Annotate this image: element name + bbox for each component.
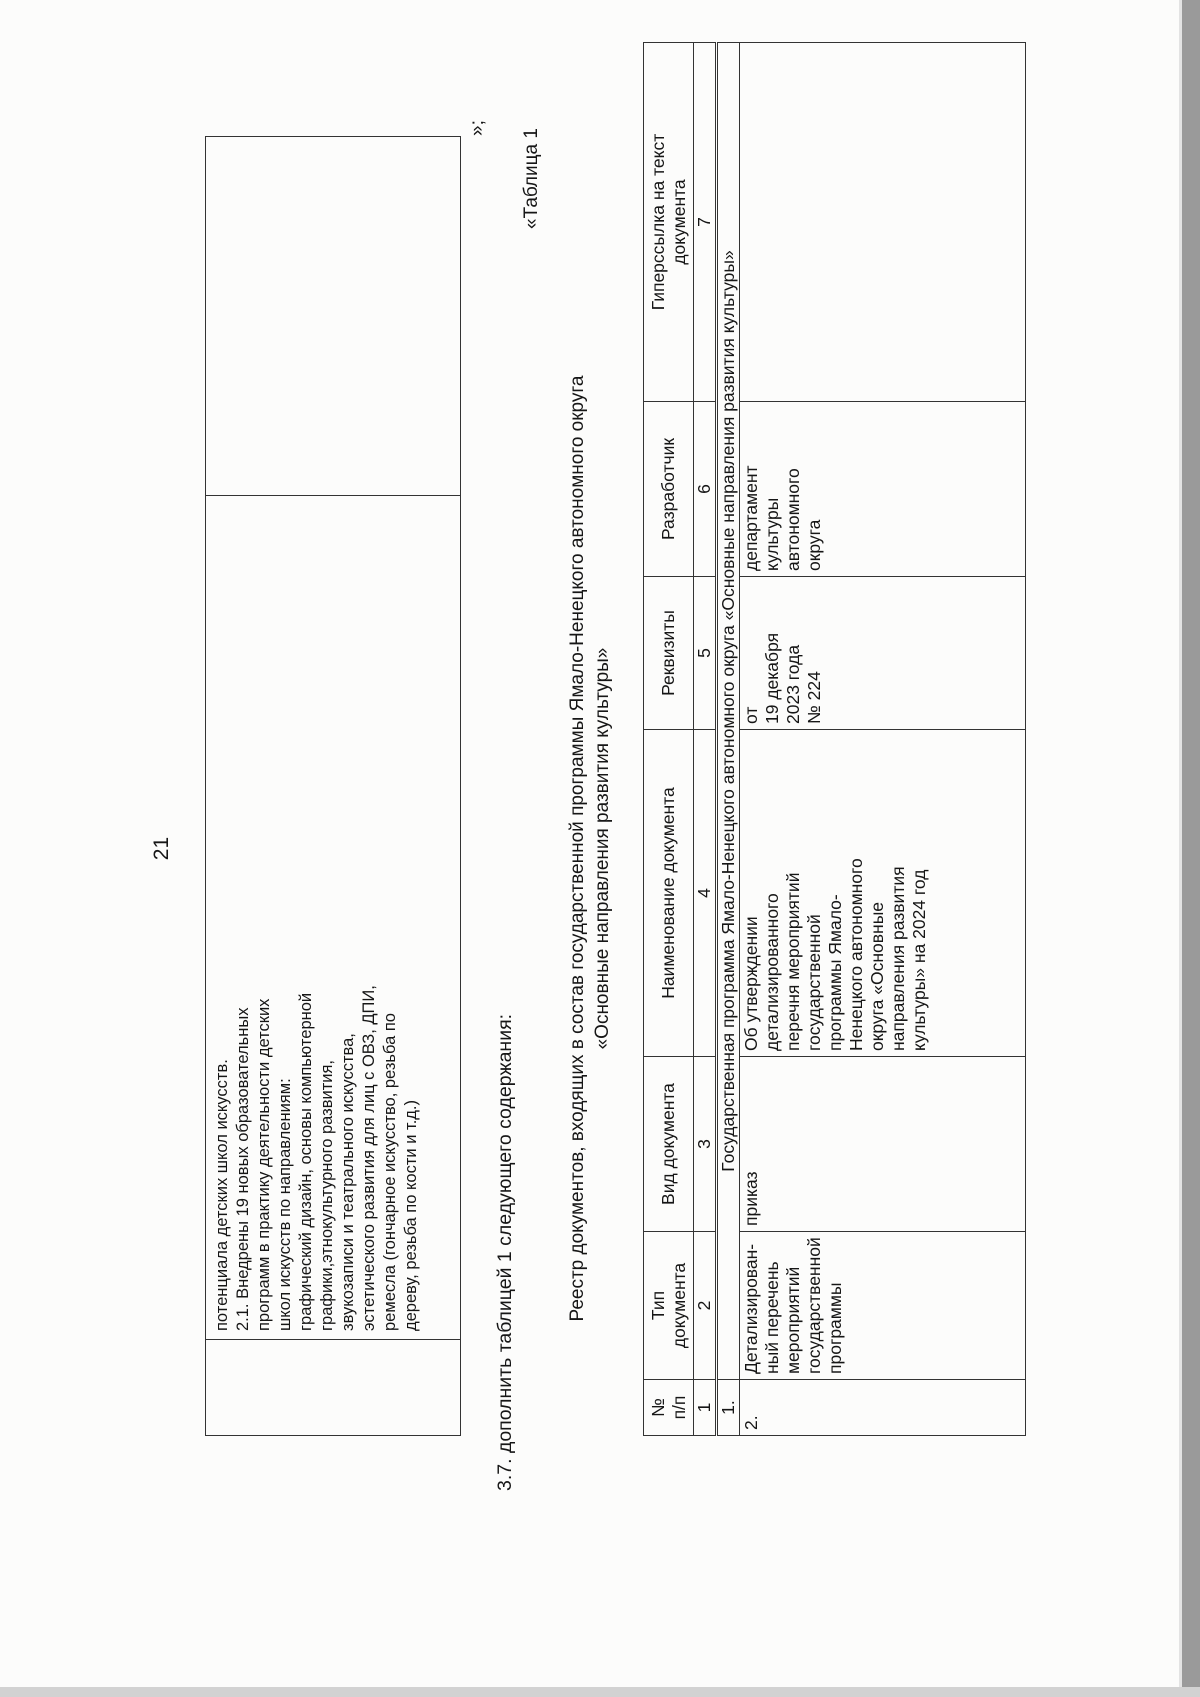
registry-table [643, 42, 1026, 1436]
text-line: школ искусств по направлениям: [276, 1078, 294, 1331]
text-line: программ в практику деятельности детских [255, 998, 273, 1331]
column-number: 6 [694, 402, 717, 577]
text-line: 2.1. Внедрены 19 новых образовательных [234, 1007, 252, 1331]
header-cell: № п/п [644, 1380, 694, 1436]
group-index: 1. [717, 1380, 740, 1436]
column-number: 4 [694, 730, 717, 1057]
details-cell: от 19 декабря 2023 года № 224 [740, 577, 1026, 730]
header-cell: Тип документа [644, 1232, 694, 1380]
doc-name-cell: Об утверждении детализированного перечня мероприятий государственной программы Ямало- Ненецкого автономного округа «Основные направления развития культуры» на 2024 год [740, 730, 1026, 1057]
doc-type-cell: Детализирован- ный перечень мероприятий государственной программы [740, 1232, 1026, 1380]
text-line: дереву, резьба по кости и т.д.) [402, 1099, 420, 1331]
hyperlink-cell [740, 43, 1026, 402]
developer-cell: департамент культуры автономного округа [740, 402, 1026, 577]
header-cell: Наименование документа [644, 730, 694, 1057]
header-cell: Вид документа [644, 1057, 694, 1232]
text-line: ремесла (гончарное искусство, резьба по [381, 1013, 399, 1331]
continuation-cell-text [206, 495, 460, 1339]
page-number: 21 [150, 836, 173, 861]
text-line: потенциала детских школ искусств. [213, 1059, 231, 1331]
group-title: Государственная программа Ямало-Ненецкого автономного округа «Основные направления развития культуры» [717, 43, 740, 1380]
text-line: эстетического развития для лиц с ОВЗ, ДПИ, [360, 985, 378, 1331]
header-cell: Гиперссылка на текст документа [644, 43, 694, 402]
group-row [717, 43, 740, 1436]
column-number: 2 [694, 1232, 717, 1380]
column-number: 3 [694, 1057, 717, 1232]
table-title-line-2: «Основные направления развития культуры» [592, 647, 613, 1050]
column-number: 5 [694, 577, 717, 730]
continuation-cell-empty [206, 137, 460, 495]
continuation-table [205, 136, 461, 1436]
column-number-row [694, 43, 717, 1436]
header-cell: Реквизиты [644, 577, 694, 730]
header-row [644, 43, 694, 1436]
table-row [740, 43, 1026, 1436]
continuation-cell-empty [206, 1339, 460, 1435]
closing-quote: »; [467, 120, 488, 136]
header-cell: Разработчик [644, 402, 694, 577]
addition-paragraph: 3.7. дополнить таблицей 1 следующего содержания: [494, 1013, 516, 1491]
column-number: 1 [694, 1380, 717, 1436]
table-title-line-1: Реестр документов, входящих в состав государственной программы Ямало-Ненецкого автономного округа [567, 375, 588, 1322]
table-label: «Таблица 1 [521, 128, 542, 229]
text-line: графики,этнокультурного развития, [318, 1059, 336, 1331]
text-line: графический дизайн, основы компьютерной [297, 992, 315, 1331]
text-line: звукозаписи и театрального искусства, [339, 1033, 357, 1331]
row-index: 2. [740, 1380, 1026, 1436]
doc-kind-cell: приказ [740, 1057, 1026, 1232]
column-number: 7 [694, 43, 717, 402]
